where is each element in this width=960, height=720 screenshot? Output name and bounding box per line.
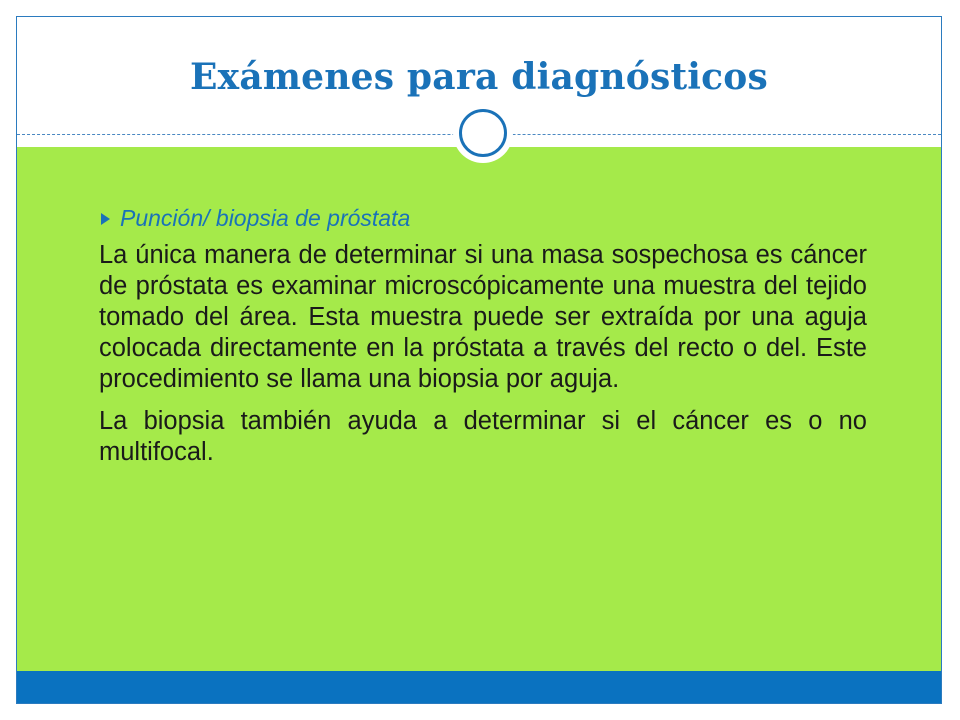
paragraph-1: La única manera de determinar si una masa sospechosa es cáncer de próstata es examinar microscópicamente una muestra del tejido tomado del área. Esta muestra puede ser extraída por una aguja colocada directamente en la próstata a través del recto o del. Este procedimiento se llama una biopsia por aguja. — [99, 241, 867, 393]
content-panel — [17, 147, 941, 671]
bullet-item — [99, 205, 867, 232]
circle-icon — [459, 109, 507, 157]
footer-bar — [17, 671, 941, 704]
paragraph-2: La biopsia también ayuda a determinar si el cáncer es o no multifocal. — [99, 407, 867, 466]
slide-title: Exámenes para diagnósticos — [190, 56, 768, 98]
body-text — [99, 205, 867, 479]
arrow-bullet-icon — [101, 213, 110, 225]
bullet-label: Punción/ biopsia de próstata — [120, 205, 411, 231]
slide-frame — [16, 16, 942, 704]
